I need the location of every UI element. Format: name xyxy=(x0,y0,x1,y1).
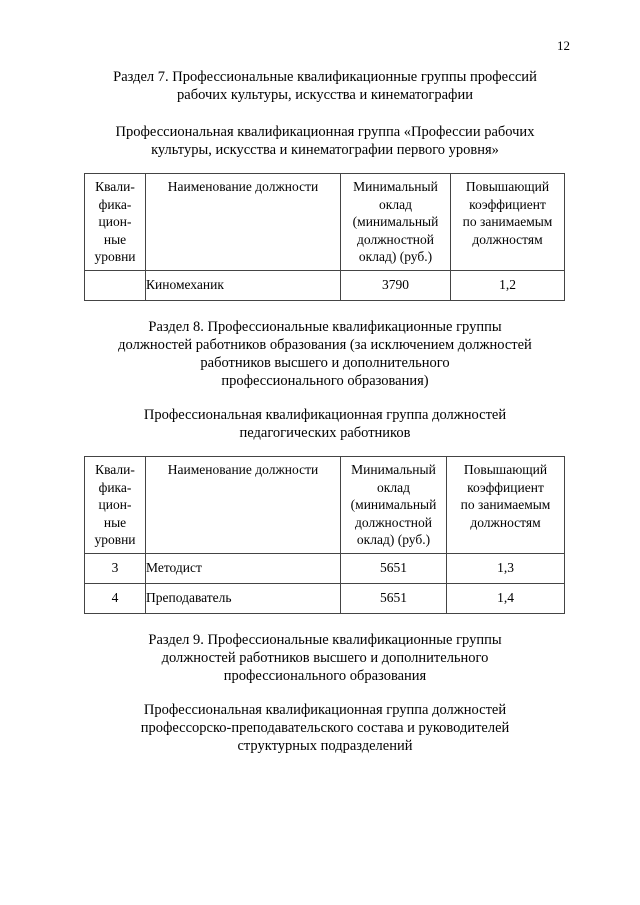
cell-level xyxy=(85,270,146,300)
cell-coefficient: 1,4 xyxy=(447,583,565,613)
header-line: коэффициент xyxy=(469,196,546,212)
header-line: оклад xyxy=(379,196,412,212)
header-coefficient xyxy=(451,174,565,271)
header-line: Квали- xyxy=(95,462,135,477)
cell-coefficient: 1,3 xyxy=(447,553,565,583)
header-level xyxy=(85,174,146,271)
cell-level: 3 xyxy=(85,553,146,583)
header-line: должностям xyxy=(470,514,541,530)
header-line: Повышающий xyxy=(463,462,548,477)
table-row xyxy=(85,583,565,613)
subtitle-line: педагогических работников xyxy=(239,425,411,441)
section-8-subtitle xyxy=(80,406,570,442)
header-line: должностям xyxy=(472,231,543,247)
cell-position-name: Киномеханик xyxy=(146,270,341,300)
cell-position-name: Методист xyxy=(146,553,341,583)
header-line: Минимальный xyxy=(351,462,436,477)
header-position-name: Наименование должности xyxy=(146,174,341,271)
header-line: Квали- xyxy=(95,179,135,194)
header-salary xyxy=(341,174,451,271)
section-7-title xyxy=(80,68,570,104)
header-line: (минимальный xyxy=(352,214,439,229)
subtitle-line: Профессиональная квалификационная группа «Профессии рабочих xyxy=(115,124,535,140)
table-row xyxy=(85,553,565,583)
header-position-name: Наименование должности xyxy=(146,457,341,554)
header-line: Повышающий xyxy=(465,179,550,194)
cell-level: 4 xyxy=(85,583,146,613)
cell-salary: 3790 xyxy=(341,270,451,300)
title-line: профессионального образования) xyxy=(221,373,429,389)
header-line: ные xyxy=(103,514,127,530)
header-line: должностной xyxy=(357,231,434,247)
table-header-row xyxy=(85,457,565,554)
page-number: 12 xyxy=(557,38,570,53)
title-line: работников высшего и дополнительного xyxy=(200,355,450,371)
header-line: ные xyxy=(103,231,127,247)
header-level xyxy=(85,457,146,554)
title-line: Раздел 8. Профессиональные квалификационные группы xyxy=(148,319,502,335)
title-line: Раздел 9. Профессиональные квалификационные группы xyxy=(148,632,502,648)
header-line: должностной xyxy=(355,514,432,530)
cell-salary: 5651 xyxy=(341,583,447,613)
title-line: должностей работников образования (за исключением должностей xyxy=(118,337,532,353)
header-line: (минимальный xyxy=(350,497,437,512)
title-line: профессионального образования xyxy=(223,668,427,684)
header-line: уровни xyxy=(94,532,136,547)
header-line: оклад) (руб.) xyxy=(356,532,431,547)
header-salary xyxy=(341,457,447,554)
header-line: по занимаемым xyxy=(460,497,551,512)
table-row xyxy=(85,270,565,300)
header-line: фика- xyxy=(98,196,132,212)
title-line: Раздел 7. Профессиональные квалификационные группы профессий xyxy=(113,69,537,85)
table-header-row xyxy=(85,174,565,271)
cell-salary: 5651 xyxy=(341,553,447,583)
section-8-title xyxy=(80,318,570,390)
header-line: оклад) (руб.) xyxy=(358,249,433,264)
section-7-table xyxy=(84,173,565,301)
section-9-title xyxy=(80,631,570,685)
subtitle-line: культуры, искусства и кинематографии первого уровня» xyxy=(151,142,499,158)
header-line: по занимаемым xyxy=(462,214,553,229)
cell-coefficient: 1,2 xyxy=(451,270,565,300)
header-line: цион- xyxy=(98,214,132,229)
cell-position-name: Преподаватель xyxy=(146,583,341,613)
subtitle-line: Профессиональная квалификационная группа должностей xyxy=(143,702,507,718)
subtitle-line: структурных подразделений xyxy=(237,738,413,754)
title-line: рабочих культуры, искусства и кинематографии xyxy=(177,87,473,103)
header-line: уровни xyxy=(94,249,136,264)
subtitle-line: Профессиональная квалификационная группа должностей xyxy=(143,407,507,423)
subtitle-line: профессорско-преподавательского состава и руководителей xyxy=(140,720,510,736)
header-line: цион- xyxy=(98,497,132,512)
header-line: Минимальный xyxy=(353,179,438,194)
section-7-subtitle xyxy=(80,123,570,159)
header-line: оклад xyxy=(377,479,410,495)
section-8-table xyxy=(84,456,565,614)
header-coefficient xyxy=(447,457,565,554)
header-line: фика- xyxy=(98,479,132,495)
title-line: должностей работников высшего и дополнительного xyxy=(161,650,489,666)
section-9-subtitle xyxy=(80,701,570,755)
header-line: коэффициент xyxy=(467,479,544,495)
